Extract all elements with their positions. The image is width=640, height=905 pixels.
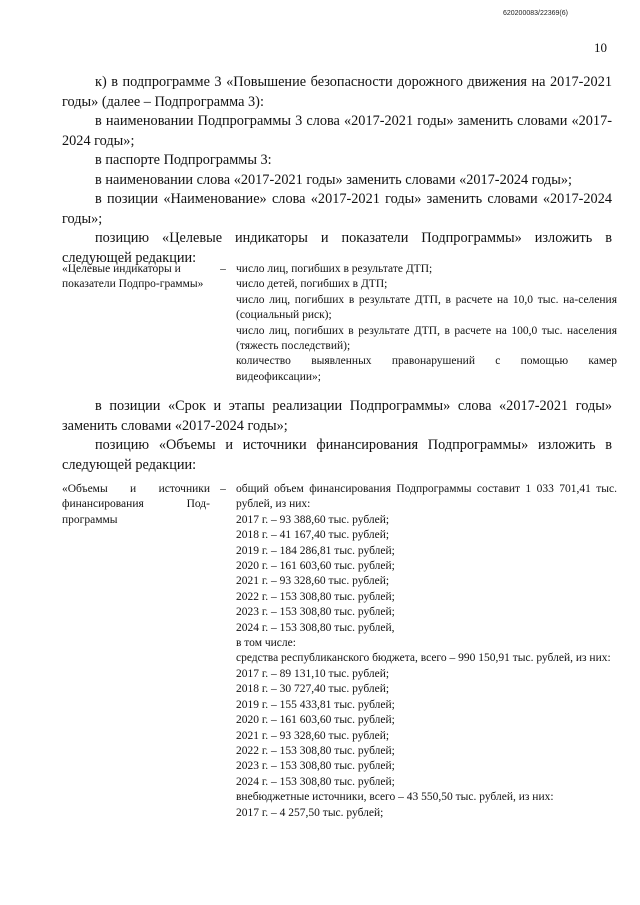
financing-line: 2021 г. – 93 328,60 тыс. рублей; bbox=[236, 729, 390, 742]
financing-line: общий объем финансирования Подпрограммы составит 1 033 701,41 тыс. рублей, из них: bbox=[236, 483, 617, 511]
financing-line: 2017 г. – 93 388,60 тыс. рублей; bbox=[236, 513, 390, 526]
dash-separator: – bbox=[220, 263, 226, 275]
financing-line: в том числе: bbox=[236, 637, 296, 650]
financing-line: 2021 г. – 93 328,60 тыс. рублей; bbox=[236, 575, 390, 588]
financing-line: 2024 г. – 153 308,80 тыс. рублей, bbox=[236, 621, 395, 634]
paragraph: в позиции «Наименование» слова «2017-2021 годы» заменить словами «2017-2024 годы»; bbox=[62, 191, 612, 227]
financing-line: 2017 г. – 4 257,50 тыс. рублей; bbox=[236, 806, 384, 819]
financing-line: 2019 г. – 184 286,81 тыс. рублей; bbox=[236, 544, 395, 557]
financing-line: средства республиканского бюджета, всего – 990 150,91 тыс. рублей, из них: bbox=[236, 652, 611, 665]
financing-line: 2022 г. – 153 308,80 тыс. рублей; bbox=[236, 590, 395, 603]
financing-line: 2018 г. – 41 167,40 тыс. рублей; bbox=[236, 529, 390, 542]
financing-line: 2017 г. – 89 131,10 тыс. рублей; bbox=[236, 667, 390, 680]
paragraph: в паспорте Подпрограммы 3: bbox=[95, 152, 272, 168]
document-code: 620200083/22369(6) bbox=[502, 10, 568, 17]
indicator-line: число лиц, погибших в результате ДТП, в расчете на 100,0 тыс. населения (тяжесть последствий); bbox=[236, 324, 617, 353]
indicator-line: число лиц, погибших в результате ДТП; bbox=[236, 263, 433, 275]
financing-line: 2023 г. – 153 308,80 тыс. рублей; bbox=[236, 606, 395, 619]
page-number: 10 bbox=[594, 40, 607, 55]
financing-line: 2020 г. – 161 603,60 тыс. рублей; bbox=[236, 714, 395, 727]
financing-line: 2020 г. – 161 603,60 тыс. рублей; bbox=[236, 560, 395, 573]
financing-line: 2019 г. – 155 433,81 тыс. рублей; bbox=[236, 698, 395, 711]
paragraph: в наименовании слова «2017-2021 годы» заменить словами «2017-2024 годы»; bbox=[95, 171, 572, 188]
paragraph: в позиции «Срок и этапы реализации Подпрограммы» слова «2017-2021 годы» заменить словами «2017-2024 годы»; bbox=[62, 398, 612, 434]
indicators-content bbox=[236, 262, 617, 385]
paragraph: в наименовании Подпрограммы 3 слова «2017-2021 годы» заменить словами «2017-2024 годы»; bbox=[62, 113, 612, 149]
financing-line: 2023 г. – 153 308,80 тыс. рублей; bbox=[236, 760, 395, 773]
financing-label: «Объемы и источники финансирования Под-программы bbox=[62, 483, 210, 526]
indicator-line: число детей, погибших в ДТП; bbox=[236, 278, 388, 291]
indicator-line: число лиц, погибших в результате ДТП, в расчете на 10,0 тыс. на-селения (социальный риск); bbox=[236, 293, 617, 322]
indicators-table bbox=[62, 262, 617, 385]
indicator-line: количество выявленных правонарушений с помощью камер видеофиксации»; bbox=[236, 355, 617, 383]
financing-table bbox=[62, 482, 617, 821]
indicators-label: «Целевые индикаторы и показатели Подпро-граммы» bbox=[62, 263, 204, 291]
financing-content bbox=[236, 482, 617, 821]
financing-line: 2018 г. – 30 727,40 тыс. рублей; bbox=[236, 683, 390, 696]
financing-line: внебюджетные источники, всего – 43 550,50 тыс. рублей, из них: bbox=[236, 791, 554, 804]
body-text-mid bbox=[62, 397, 612, 475]
financing-line: 2022 г. – 153 308,80 тыс. рублей; bbox=[236, 744, 395, 757]
paragraph: позицию «Целевые индикаторы и показатели Подпрограммы» изложить в следующей редакции: bbox=[62, 230, 612, 266]
body-text-top bbox=[62, 73, 612, 268]
paragraph: к) в подпрограмме 3 «Повышение безопасности дорожного движения на 2017-2021 годы» (далее – Подпрограмма 3): bbox=[62, 74, 612, 110]
financing-line: 2024 г. – 153 308,80 тыс. рублей; bbox=[236, 775, 395, 788]
paragraph: позицию «Объемы и источники финансирования Подпрограммы» изложить в следующей редакции: bbox=[62, 437, 612, 473]
dash-separator: – bbox=[220, 483, 226, 495]
